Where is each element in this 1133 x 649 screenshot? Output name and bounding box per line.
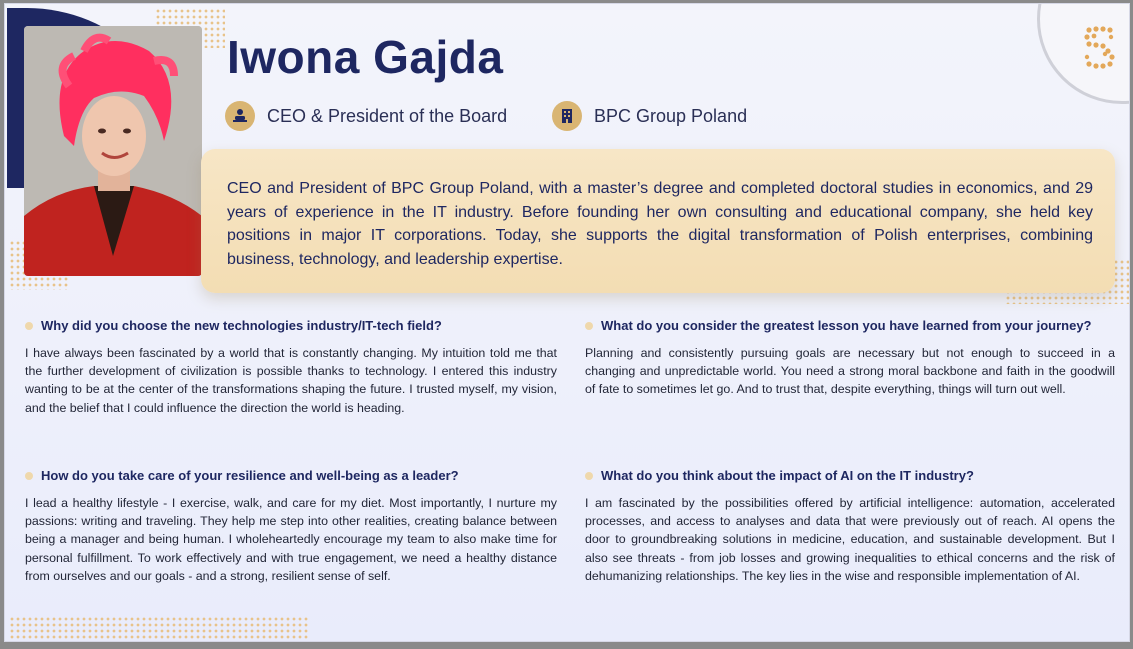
- decorative-dots: [9, 616, 309, 640]
- organization-text: BPC Group Poland: [594, 105, 748, 126]
- answer-text: Planning and consistently pursuing goals are necessary but not enough to succeed in a changing and unpredictable world. You need a strong moral backbone and faith in the goodwill of fate to sometimes let go. And to trust that, despite everything, things will turn out well.: [585, 346, 1115, 397]
- qa-item: [25, 468, 557, 585]
- qa-item: [25, 318, 557, 417]
- role-line: [225, 101, 507, 131]
- person-name: Iwona Gajda: [227, 31, 504, 83]
- role-text: CEO & President of the Board: [267, 105, 508, 126]
- bio-box: CEO and President of BPC Group Poland, with a master’s degree and completed doctoral studies in economics, and 29 years of experience in the IT industry. Before founding her own consulting and educational company, she held key positions in major IT corporations. Today, she supports the digital transformation of Polish enterprises, combining business, technology, and leadership expertise.: [201, 149, 1115, 293]
- bullet-dot-icon: [25, 322, 33, 330]
- question-text: What do you consider the greatest lesson you have learned from your journey?: [601, 318, 1092, 333]
- qa-item: [585, 468, 1115, 585]
- organization-line: [552, 101, 747, 131]
- brand-logo: [1081, 24, 1121, 74]
- question-heading: [585, 318, 1115, 333]
- answer-text: I have always been fascinated by a world that is constantly changing. My intuition told me that the further development of civilization is possible thanks to technology. I entered this industry wanting to be at the center of the transformations shaping the future. I trusted myself, my vision, and the belief that I could influence the direction the world is heading.: [25, 346, 557, 415]
- person-at-desk-icon: [225, 101, 255, 131]
- qa-item: [585, 318, 1115, 399]
- question-heading: [585, 468, 1115, 483]
- answer-text: I am fascinated by the possibilities offered by artificial intelligence: automation, accelerated processes, and access to analyses and data that were previously out of reach. AI opens the door to groundbreaking solutions in medicine, education, and sustainable development. But I also see threats - from job losses and growing inequalities to ethical concerns and the risk of dehumanizing relationships. The key lies in the wise and responsible implementation of AI.: [585, 496, 1115, 583]
- profile-page: [4, 3, 1130, 642]
- question-heading: [25, 468, 557, 483]
- portrait-photo: [24, 26, 202, 276]
- bullet-dot-icon: [585, 472, 593, 480]
- question-text: How do you take care of your resilience and well-being as a leader?: [41, 468, 459, 483]
- question-text: What do you think about the impact of AI on the IT industry?: [601, 468, 974, 483]
- question-heading: [25, 318, 557, 333]
- answer-text: I lead a healthy lifestyle - I exercise, walk, and care for my diet. Most importantly, I nurture my passions: writing and traveling. They help me step into other realities, creating balance between being a manager and being human. I wholeheartedly encourage my team to also make time for personal fulfillment. To work effectively and with true engagement, we need a healthy distance from ourselves and our goals - and a strong, resilient sense of self.: [25, 496, 557, 583]
- building-icon: [552, 101, 582, 131]
- bullet-dot-icon: [25, 472, 33, 480]
- bullet-dot-icon: [585, 322, 593, 330]
- question-text: Why did you choose the new technologies industry/IT-tech field?: [41, 318, 442, 333]
